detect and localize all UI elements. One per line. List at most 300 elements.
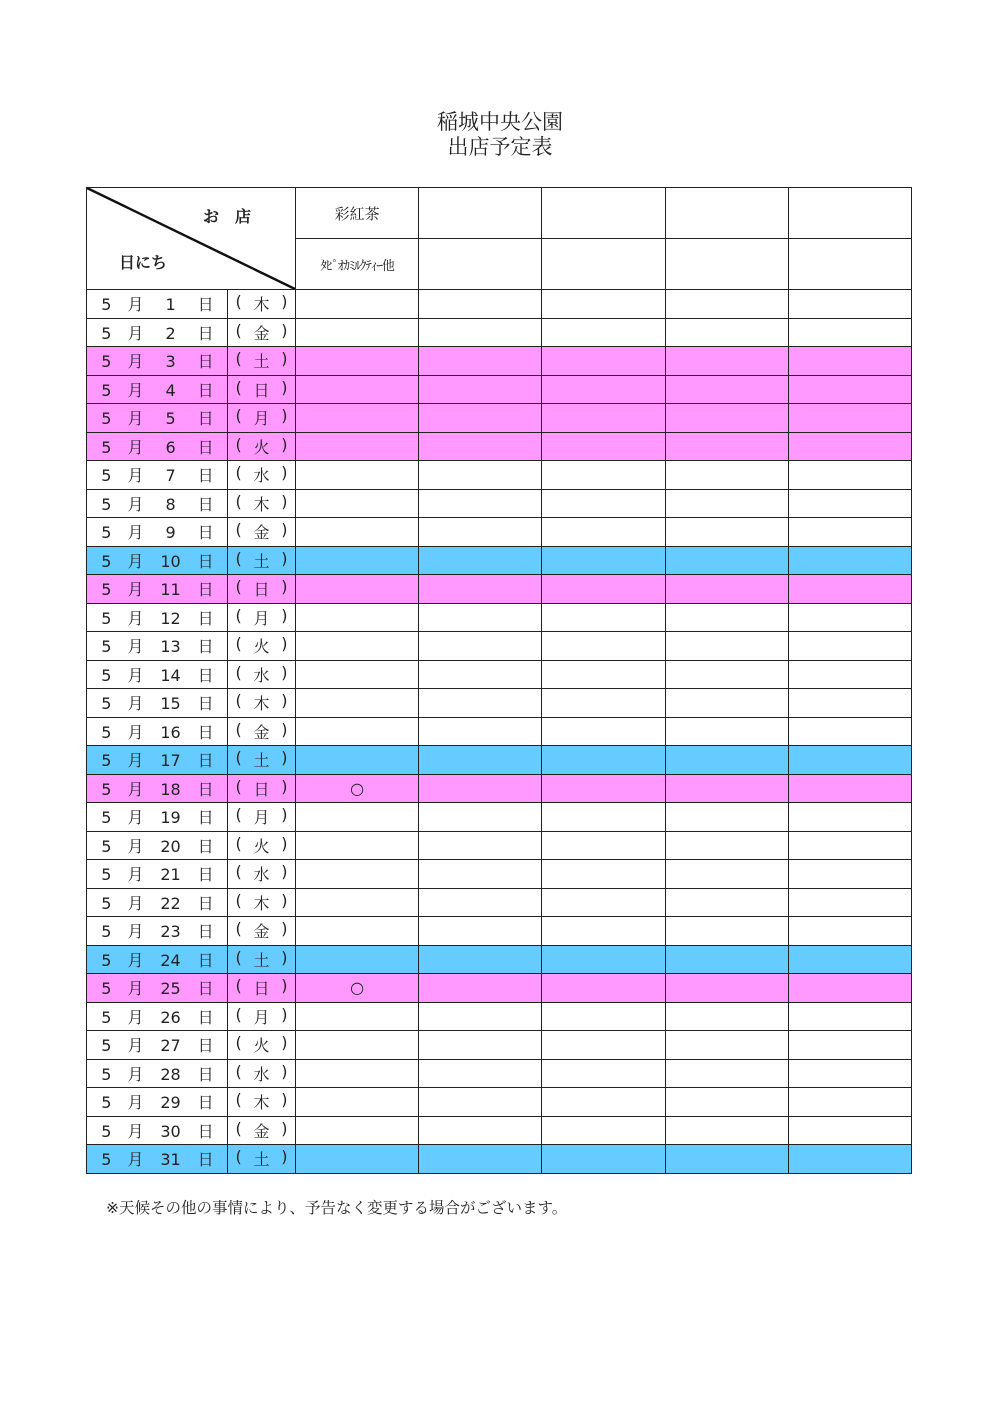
month: 5 [101, 523, 112, 543]
schedule-cell [296, 746, 419, 775]
month: 5 [101, 380, 112, 400]
schedule-cell [296, 518, 419, 547]
day-label: 日 [197, 637, 214, 657]
schedule-cell [296, 1088, 419, 1117]
schedule-cell [542, 1002, 665, 1031]
date-cell [87, 746, 228, 775]
day-label: 日 [197, 1150, 214, 1170]
month: 5 [101, 950, 112, 970]
schedule-cell [665, 318, 788, 347]
schedule-cell [296, 489, 419, 518]
day: 22 [160, 893, 181, 913]
month: 5 [101, 865, 112, 885]
schedule-cell [296, 831, 419, 860]
schedule-cell [665, 603, 788, 632]
month-label: 月 [127, 1150, 144, 1170]
day-label: 日 [197, 437, 214, 457]
month: 5 [101, 1007, 112, 1027]
schedule-cell [788, 974, 911, 1003]
schedule-cell [419, 1145, 542, 1174]
table-row [87, 404, 912, 433]
schedule-cell [665, 1059, 788, 1088]
day-label: 日 [197, 1036, 214, 1056]
schedule-cell [665, 888, 788, 917]
weekday-cell: ( 木 ) [228, 290, 296, 319]
schedule-cell [788, 746, 911, 775]
table-row [87, 831, 912, 860]
schedule-cell [542, 803, 665, 832]
table-row [87, 575, 912, 604]
date-cell [87, 774, 228, 803]
month: 5 [101, 323, 112, 343]
month: 5 [101, 665, 112, 685]
weekday: 日 [253, 380, 270, 400]
day: 30 [160, 1121, 181, 1141]
schedule-cell [419, 1031, 542, 1060]
schedule-cell [788, 375, 911, 404]
schedule-cell [665, 860, 788, 889]
month: 5 [101, 551, 112, 571]
day-label: 日 [197, 523, 214, 543]
schedule-cell [296, 1031, 419, 1060]
schedule-cell [542, 575, 665, 604]
weekday: 土 [253, 950, 270, 970]
weekday: 木 [253, 893, 270, 913]
day: 2 [165, 323, 176, 343]
date-cell [87, 1002, 228, 1031]
table-row [87, 660, 912, 689]
schedule-cell [542, 888, 665, 917]
schedule-cell [296, 1145, 419, 1174]
month-label: 月 [127, 751, 144, 771]
table-row [87, 489, 912, 518]
month: 5 [101, 808, 112, 828]
schedule-cell [665, 1002, 788, 1031]
day: 31 [160, 1150, 181, 1170]
date-cell [87, 318, 228, 347]
schedule-cell [788, 1145, 911, 1174]
weekday-cell: ( 火 ) [228, 831, 296, 860]
weekday: 金 [253, 922, 270, 942]
table-row [87, 888, 912, 917]
month: 5 [101, 494, 112, 514]
weekday: 月 [253, 1007, 270, 1027]
weekday-cell: ( 土 ) [228, 746, 296, 775]
table-row [87, 546, 912, 575]
month: 5 [101, 893, 112, 913]
schedule-cell [419, 774, 542, 803]
month-label: 月 [127, 1093, 144, 1113]
schedule-cell [665, 1088, 788, 1117]
schedule-cell [296, 318, 419, 347]
schedule-cell [296, 375, 419, 404]
month-label: 月 [127, 494, 144, 514]
schedule-cell [542, 1031, 665, 1060]
schedule-cell [542, 318, 665, 347]
schedule-cell [788, 945, 911, 974]
day: 20 [160, 836, 181, 856]
table-row [87, 318, 912, 347]
schedule-cell [296, 888, 419, 917]
shop-item-1: ﾀﾋﾟｵｶﾐﾙｸﾃｨｰ他 [296, 239, 419, 290]
schedule-cell [665, 660, 788, 689]
schedule-cell [419, 290, 542, 319]
month: 5 [101, 1150, 112, 1170]
date-cell [87, 660, 228, 689]
schedule-cell [542, 746, 665, 775]
month-label: 月 [127, 466, 144, 486]
date-cell [87, 717, 228, 746]
schedule-cell [788, 603, 911, 632]
schedule-cell [665, 1145, 788, 1174]
schedule-cell [788, 917, 911, 946]
schedule-cell [788, 774, 911, 803]
month-label: 月 [127, 694, 144, 714]
schedule-cell [788, 860, 911, 889]
schedule-cell [542, 774, 665, 803]
day-label: 日 [197, 466, 214, 486]
month-label: 月 [127, 808, 144, 828]
day: 5 [165, 409, 176, 429]
weekday: 木 [253, 295, 270, 315]
weekday-cell: ( 日 ) [228, 375, 296, 404]
day: 18 [160, 779, 181, 799]
day-label: 日 [197, 409, 214, 429]
date-cell [87, 1116, 228, 1145]
schedule-cell [419, 375, 542, 404]
date-cell [87, 489, 228, 518]
schedule-cell [542, 1059, 665, 1088]
month-label: 月 [127, 637, 144, 657]
month-label: 月 [127, 1007, 144, 1027]
month-label: 月 [127, 1121, 144, 1141]
schedule-cell [788, 461, 911, 490]
day-label: 日 [197, 380, 214, 400]
weekday-cell: ( 金 ) [228, 1116, 296, 1145]
schedule-cell [788, 632, 911, 661]
schedule-cell [296, 290, 419, 319]
date-cell [87, 461, 228, 490]
schedule-cell [788, 575, 911, 604]
weekday: 金 [253, 323, 270, 343]
schedule-cell [542, 660, 665, 689]
weekday-cell: ( 木 ) [228, 689, 296, 718]
schedule-cell [665, 432, 788, 461]
schedule-cell [788, 318, 911, 347]
weekday-cell: ( 火 ) [228, 432, 296, 461]
day: 28 [160, 1064, 181, 1084]
month: 5 [101, 751, 112, 771]
schedule-cell [296, 632, 419, 661]
table-row [87, 1031, 912, 1060]
schedule-cell [788, 518, 911, 547]
day: 9 [165, 523, 176, 543]
month-label: 月 [127, 722, 144, 742]
table-row [87, 717, 912, 746]
month-label: 月 [127, 865, 144, 885]
month: 5 [101, 580, 112, 600]
month-label: 月 [127, 551, 144, 571]
schedule-cell [788, 1088, 911, 1117]
schedule-cell [788, 1031, 911, 1060]
date-cell [87, 860, 228, 889]
schedule-cell [788, 1002, 911, 1031]
schedule-cell [542, 831, 665, 860]
weekday: 月 [253, 608, 270, 628]
month: 5 [101, 922, 112, 942]
date-cell [87, 1059, 228, 1088]
schedule-cell [419, 518, 542, 547]
weekday: 土 [253, 1150, 270, 1170]
day: 6 [165, 437, 176, 457]
weekday: 月 [253, 808, 270, 828]
date-cell [87, 575, 228, 604]
month: 5 [101, 466, 112, 486]
day: 10 [160, 551, 181, 571]
day-label: 日 [197, 808, 214, 828]
month-label: 月 [127, 523, 144, 543]
schedule-cell [296, 860, 419, 889]
date-cell [87, 945, 228, 974]
table-row [87, 974, 912, 1003]
schedule-cell [665, 803, 788, 832]
schedule-cell [665, 746, 788, 775]
weekday-cell: ( 日 ) [228, 575, 296, 604]
schedule-cell [296, 432, 419, 461]
weekday-cell: ( 火 ) [228, 632, 296, 661]
weekday-cell: ( 日 ) [228, 974, 296, 1003]
weekday: 水 [253, 665, 270, 685]
schedule-cell [788, 404, 911, 433]
weekday-cell: ( 金 ) [228, 318, 296, 347]
day: 13 [160, 637, 181, 657]
month: 5 [101, 608, 112, 628]
page-title: 稲城中央公園 [437, 110, 563, 134]
weekday-cell: ( 水 ) [228, 660, 296, 689]
schedule-cell [665, 518, 788, 547]
date-cell [87, 432, 228, 461]
weekday-cell: ( 木 ) [228, 489, 296, 518]
schedule-cell [419, 888, 542, 917]
weekday: 金 [253, 1121, 270, 1141]
schedule-cell [542, 489, 665, 518]
day-label: 日 [197, 1121, 214, 1141]
date-cell [87, 404, 228, 433]
schedule-cell [419, 746, 542, 775]
day-label: 日 [197, 494, 214, 514]
schedule-cell [665, 632, 788, 661]
schedule-cell: ○ [296, 974, 419, 1003]
table-row [87, 774, 912, 803]
schedule-cell [788, 347, 911, 376]
schedule-cell [419, 489, 542, 518]
schedule-cell [542, 860, 665, 889]
schedule-cell [419, 1059, 542, 1088]
schedule-cell [665, 404, 788, 433]
day-label: 日 [197, 551, 214, 571]
day: 24 [160, 950, 181, 970]
page-subtitle: 出店予定表 [447, 135, 553, 159]
schedule-cell [665, 461, 788, 490]
table-row [87, 290, 912, 319]
schedule-cell [419, 717, 542, 746]
month-label: 月 [127, 437, 144, 457]
weekday-cell: ( 月 ) [228, 803, 296, 832]
month: 5 [101, 722, 112, 742]
weekday: 月 [253, 409, 270, 429]
month-label: 月 [127, 836, 144, 856]
date-cell [87, 917, 228, 946]
schedule-cell [788, 1059, 911, 1088]
weekday: 水 [253, 466, 270, 486]
schedule-cell [419, 575, 542, 604]
day: 12 [160, 608, 181, 628]
table-row [87, 917, 912, 946]
schedule-cell [542, 632, 665, 661]
table-row [87, 461, 912, 490]
day-label: 日 [197, 836, 214, 856]
month: 5 [101, 694, 112, 714]
schedule-cell [665, 689, 788, 718]
date-cell [87, 974, 228, 1003]
month: 5 [101, 1121, 112, 1141]
day: 3 [165, 352, 176, 372]
month-label: 月 [127, 779, 144, 799]
table-row [87, 1116, 912, 1145]
month-label: 月 [127, 1036, 144, 1056]
month-label: 月 [127, 380, 144, 400]
table-row [87, 803, 912, 832]
schedule-cell [788, 432, 911, 461]
schedule-cell [296, 945, 419, 974]
schedule-cell [788, 831, 911, 860]
table-row [87, 432, 912, 461]
weekday-cell: ( 火 ) [228, 1031, 296, 1060]
day: 14 [160, 665, 181, 685]
day: 7 [165, 466, 176, 486]
table-row [87, 632, 912, 661]
date-cell [87, 888, 228, 917]
table-row [87, 347, 912, 376]
date-cell [87, 831, 228, 860]
schedule-cell [296, 917, 419, 946]
schedule-table [86, 187, 912, 1174]
shop-name-1: 彩紅茶 [296, 188, 419, 239]
shop-item-3 [542, 239, 665, 290]
schedule-cell [542, 375, 665, 404]
weekday: 日 [253, 779, 270, 799]
table-row [87, 603, 912, 632]
schedule-cell [788, 888, 911, 917]
schedule-cell [542, 432, 665, 461]
table-row [87, 689, 912, 718]
day-label: 日 [197, 922, 214, 942]
shop-name-2 [419, 188, 542, 239]
weekday-cell: ( 日 ) [228, 774, 296, 803]
schedule-cell [296, 575, 419, 604]
schedule-cell [296, 404, 419, 433]
day: 29 [160, 1093, 181, 1113]
schedule-cell [296, 803, 419, 832]
weekday: 木 [253, 1093, 270, 1113]
day: 16 [160, 722, 181, 742]
date-cell [87, 632, 228, 661]
schedule-cell [296, 1002, 419, 1031]
month: 5 [101, 637, 112, 657]
date-cell [87, 689, 228, 718]
schedule-cell [665, 1116, 788, 1145]
schedule-cell [419, 974, 542, 1003]
schedule-cell [296, 1116, 419, 1145]
month: 5 [101, 352, 112, 372]
schedule-cell [419, 803, 542, 832]
shop-name-3 [542, 188, 665, 239]
day-label: 日 [197, 295, 214, 315]
day-label: 日 [197, 1093, 214, 1113]
weekday-cell: ( 土 ) [228, 347, 296, 376]
schedule-cell [542, 518, 665, 547]
schedule-cell [542, 1145, 665, 1174]
weekday: 金 [253, 523, 270, 543]
day-label: 日 [197, 950, 214, 970]
diagonal-line [87, 188, 295, 289]
schedule-cell [419, 945, 542, 974]
month: 5 [101, 979, 112, 999]
schedule-cell [788, 660, 911, 689]
table-row [87, 1145, 912, 1174]
weekday-cell: ( 水 ) [228, 461, 296, 490]
date-cell [87, 347, 228, 376]
month-label: 月 [127, 893, 144, 913]
day: 25 [160, 979, 181, 999]
schedule-cell [665, 290, 788, 319]
month-label: 月 [127, 352, 144, 372]
table-row [87, 375, 912, 404]
schedule-cell [296, 603, 419, 632]
schedule-cell [665, 375, 788, 404]
schedule-cell [419, 404, 542, 433]
corner-header [87, 188, 296, 290]
date-cell [87, 290, 228, 319]
schedule-cell [419, 860, 542, 889]
day-label: 日 [197, 979, 214, 999]
table-row [87, 1002, 912, 1031]
schedule-cell [542, 1088, 665, 1117]
shop-item-5 [788, 239, 911, 290]
schedule-cell [296, 461, 419, 490]
weekday-cell: ( 土 ) [228, 1145, 296, 1174]
day-label: 日 [197, 779, 214, 799]
day-label: 日 [197, 694, 214, 714]
weekday: 木 [253, 494, 270, 514]
date-cell [87, 1088, 228, 1117]
schedule-cell [665, 831, 788, 860]
schedule-cell [419, 603, 542, 632]
schedule-cell [788, 1116, 911, 1145]
weekday-cell: ( 月 ) [228, 603, 296, 632]
day-label: 日 [197, 665, 214, 685]
schedule-cell [296, 689, 419, 718]
date-cell [87, 603, 228, 632]
weekday: 土 [253, 751, 270, 771]
day-label: 日 [197, 865, 214, 885]
day-label: 日 [197, 751, 214, 771]
weekday-cell: ( 月 ) [228, 404, 296, 433]
date-cell [87, 803, 228, 832]
day: 27 [160, 1036, 181, 1056]
shop-item-4 [665, 239, 788, 290]
table-row [87, 1088, 912, 1117]
